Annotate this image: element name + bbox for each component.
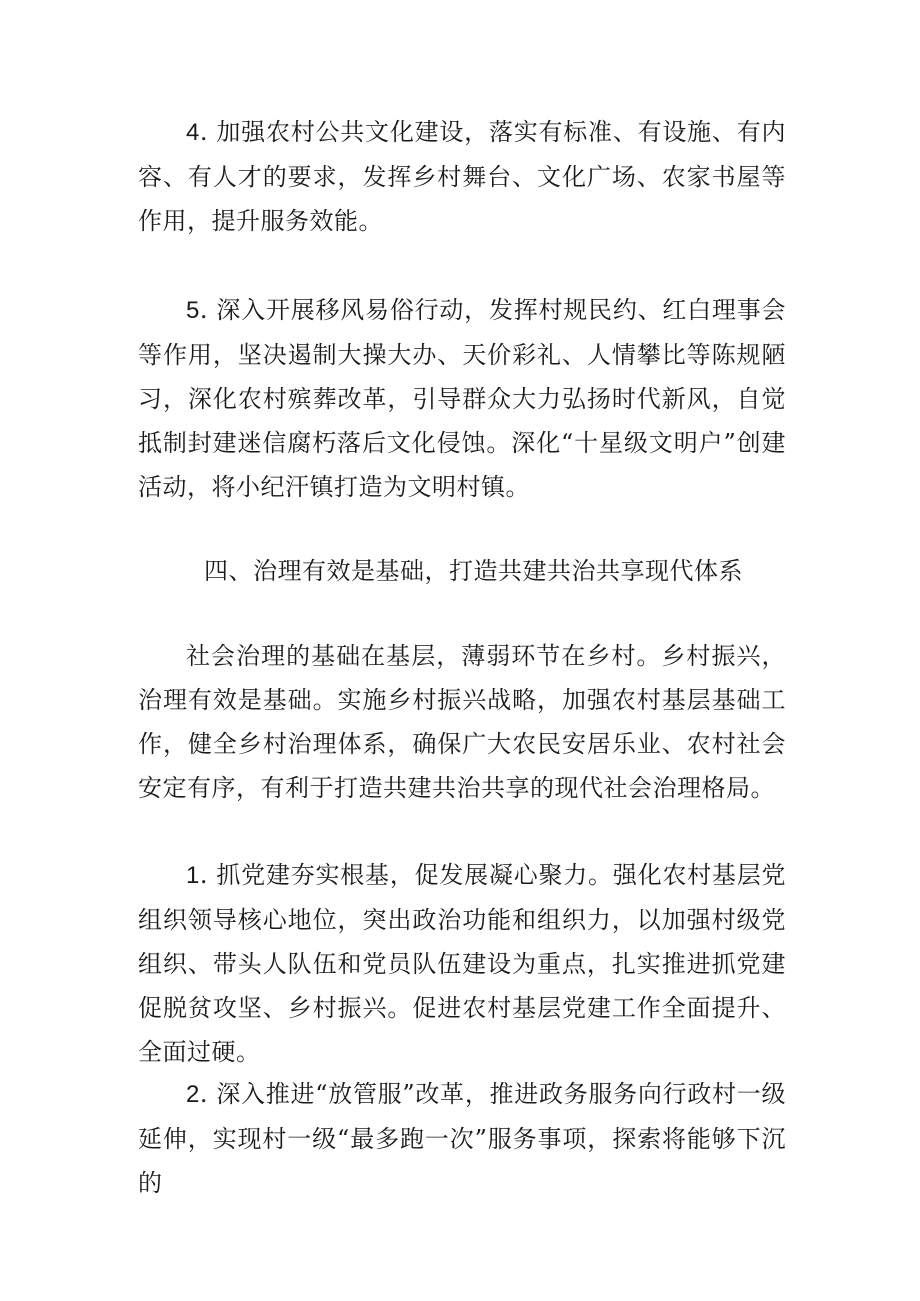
paragraph-number: 4 (186, 119, 200, 146)
paragraph-4 (138, 110, 786, 243)
paragraph-text: . 加强农村公共文化建设，落实有标准、有设施、有内容、有人才的要求，发挥乡村舞台、文化广场、农家书屋等作用，提升服务效能。 (138, 118, 786, 235)
item-1 (138, 853, 786, 1074)
item-number: 1 (186, 862, 200, 889)
item-text: . 深入推进“放管服”改革，推进政务服务向行政村一级延伸，实现村一级“最多跑一次”服务事项，探索将能够下沉的 (138, 1080, 786, 1197)
item-text: . 抓党建夯实根基，促发展凝心聚力。强化农村基层党组织领导核心地位，突出政治功能和组织力，以加强村级党组织、带头人队伍和党员队伍建设为重点，扎实推进抓党建促脱贫攻坚、乡村振兴。促进农村基层党建工作全面提升、全面过硬。 (138, 861, 786, 1066)
paragraph-text: . 深入开展移风易俗行动，发挥村规民约、红白理事会等作用，坚决遏制大操大办、天价彩礼、人情攀比等陈规陋习，深化农村殡葬改革，引导群众大力弘扬时代新风，自觉抵制封建迷信腐朽落后文化侵蚀。深化“十星级文明户”创建活动，将小纪汗镇打造为文明村镇。 (138, 296, 786, 501)
item-2 (138, 1072, 786, 1205)
item-number: 2 (186, 1081, 200, 1108)
paragraph-number: 5 (186, 297, 200, 324)
section-heading: 四、治理有效是基础，打造共建共治共享现代体系 (204, 557, 743, 585)
intro-paragraph: 社会治理的基础在基层，薄弱环节在乡村。乡村振兴，治理有效是基础。实施乡村振兴战略，加强农村基层基础工作，健全乡村治理体系，确保广大农民安居乐业、农村社会安定有序，有利于打造共建共治共享的现代社会治理格局。 (138, 642, 786, 802)
paragraph-5 (138, 288, 786, 509)
